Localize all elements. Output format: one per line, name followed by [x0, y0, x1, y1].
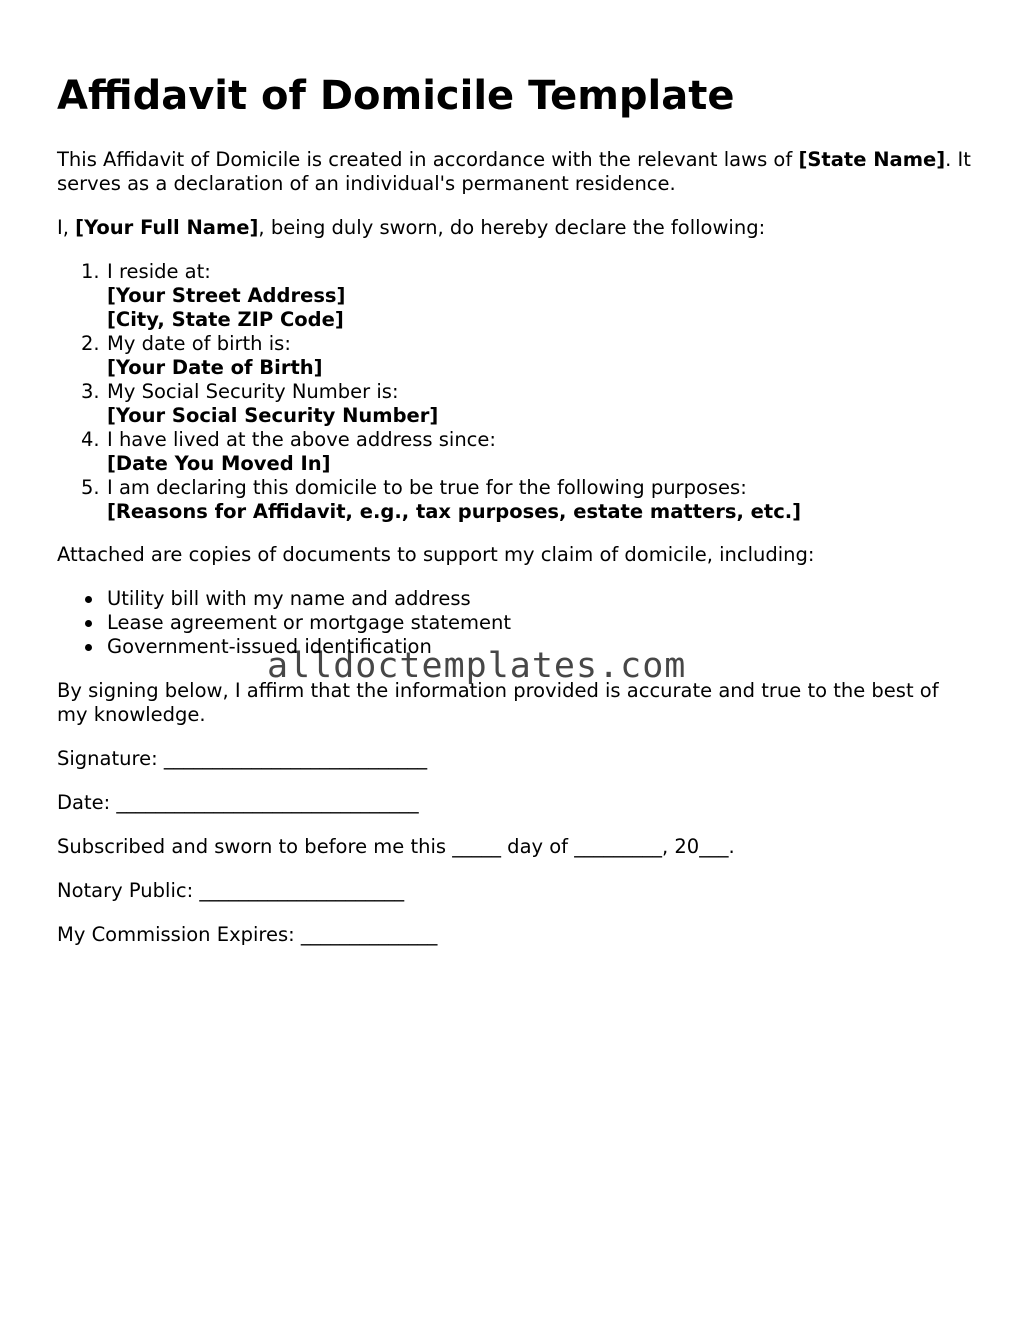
item-number: 4. — [81, 428, 100, 451]
document-item: Government-issued identification — [107, 635, 432, 658]
subscribed-line: Subscribed and sworn to before me this _____ day of _________, 20___. — [57, 835, 735, 858]
item-number: 3. — [81, 380, 100, 403]
street-address-placeholder: [Your Street Address] — [107, 284, 346, 307]
bullet-icon — [85, 620, 92, 627]
item-text: My date of birth is: — [107, 332, 291, 355]
list-item — [57, 587, 511, 611]
full-name-placeholder: [Your Full Name] — [75, 216, 259, 239]
intro-text-after: . It serves as a declaration of an individual's permanent residence. — [57, 148, 971, 195]
item-number: 1. — [81, 260, 100, 283]
list-item — [57, 428, 801, 476]
watermark: alldoctemplates.com — [267, 646, 687, 686]
commission-line: My Commission Expires: ______________ — [57, 923, 438, 946]
city-state-zip-placeholder: [City, State ZIP Code] — [107, 308, 344, 331]
item-text: I am declaring this domicile to be true for the following purposes: — [107, 476, 747, 499]
signature-line: Signature: ___________________________ — [57, 747, 428, 770]
date-of-birth-placeholder: [Your Date of Birth] — [107, 356, 323, 379]
declaration-list — [57, 260, 801, 524]
document-item: Lease agreement or mortgage statement — [107, 611, 511, 634]
item-text: My Social Security Number is: — [107, 380, 399, 403]
list-item — [57, 260, 801, 332]
declaration-text-before: I, — [57, 216, 76, 239]
affirmation-paragraph: By signing below, I affirm that the information provided is accurate and true to the best of my knowledge. — [57, 679, 939, 726]
move-in-date-placeholder: [Date You Moved In] — [107, 452, 331, 475]
item-number: 2. — [81, 332, 100, 355]
item-number: 5. — [81, 476, 100, 499]
document-item: Utility bill with my name and address — [107, 587, 471, 610]
document-title: Affidavit of Domicile Template — [57, 73, 735, 119]
attached-intro: Attached are copies of documents to support my claim of domicile, including: — [57, 543, 815, 566]
date-line: Date: _______________________________ — [57, 791, 419, 814]
bullet-icon — [85, 644, 92, 651]
bullet-icon — [85, 596, 92, 603]
reasons-placeholder: [Reasons for Affidavit, e.g., tax purposes, estate matters, etc.] — [107, 500, 802, 523]
intro-paragraph — [57, 148, 972, 196]
notary-line: Notary Public: _____________________ — [57, 879, 405, 902]
item-text: I reside at: — [107, 260, 211, 283]
list-item — [57, 332, 801, 380]
intro-text-before: This Affidavit of Domicile is created in accordance with the relevant laws of — [57, 148, 799, 171]
item-text: I have lived at the above address since: — [107, 428, 496, 451]
declaration-paragraph — [57, 216, 972, 240]
ssn-placeholder: [Your Social Security Number] — [107, 404, 439, 427]
list-item — [57, 476, 801, 524]
state-name-placeholder: [State Name] — [798, 148, 946, 171]
declaration-text-after: , being duly sworn, do hereby declare the following: — [258, 216, 766, 239]
list-item — [57, 611, 511, 635]
list-item — [57, 380, 801, 428]
